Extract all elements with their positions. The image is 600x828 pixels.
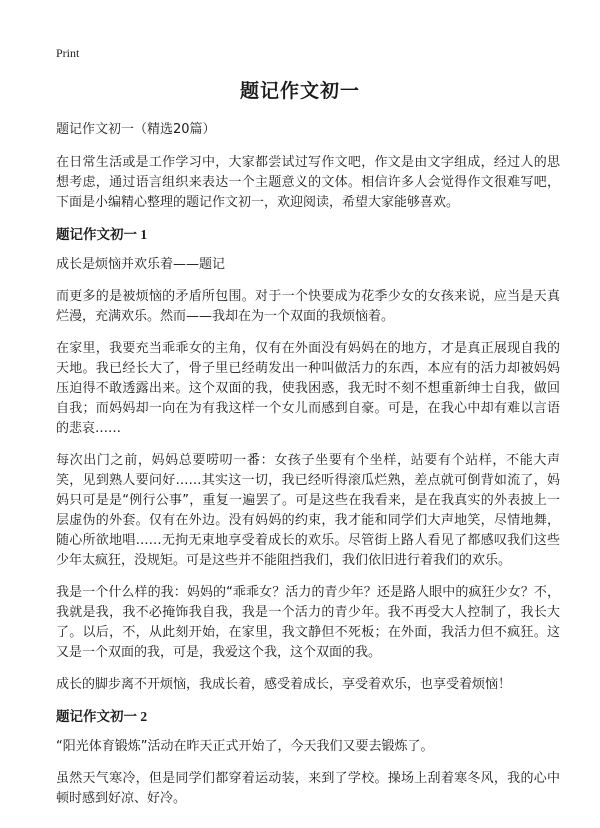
paragraph: 在家里，我要充当乖乖女的主角，仅有在外面没有妈妈在的地方，才是真正展现自我的天地。我已经长大了，骨子里已经萌发出一种叫做活力的东西，本应有的活力却被妈妈压迫得不敢透露出来。这个双面的我，使我困惑，我无时不刻不想重新绅士自我，做回自我；而妈妈却一向在为有我这样一个女儿而感到自豪。可是，在我心中却有难以言语的悲哀……	[56, 341, 560, 436]
print-link[interactable]: Print	[56, 46, 80, 60]
page-title: 题记作文初一	[239, 80, 360, 102]
paragraph: 每次出门之前，妈妈总要唠叨一番：女孩子坐要有个坐样，站要有个站样，不能大声笑，见到熟人要问好……其实这一切，我已经听得滚瓜烂熟，差点就可倒背如流了，妈妈只可是是“例行公事”，重复一遍罢了。可是这些在我看来，是在我真实的外表披上一层虚伪的外套。仅有在外边。没有妈妈的约束，我才能和同学们大声地笑，尽情地舞，随心所欲地唱……无拘无束地享受着成长的欢乐。尽管街上路人看见了都感叹我们这些少年太疯狂，没规矩。可是这些并不能阻挡我们，我们依旧进行着我们的欢乐。	[56, 453, 560, 568]
document-subtitle: 题记作文初一（精选20篇）	[56, 122, 216, 137]
paragraph: 而更多的是被烦恼的矛盾所包围。对于一个快要成为花季少女的女孩来说，应当是天真烂漫，充满欢乐。然而——我却在为一个双面的我烦恼着。	[56, 289, 560, 324]
paragraph: 我是一个什么样的我：妈妈的“乖乖女？活力的青少年？还是路人眼中的疯狂少女？不，我就是我，我不必掩饰我自我，我是一个活力的青少年。我不再受大人控制了，我长大了。以后，不，从此刻开始，在家里，我文静但不死板；在外面，我活力但不疯狂。这又是一个双面的我，可是，我爱这个我，这个双面的我。	[56, 585, 560, 660]
document-body	[56, 120, 560, 821]
section-heading: 题记作文初一 2	[56, 709, 148, 724]
section-heading: 题记作文初一 1	[56, 227, 148, 242]
paragraph: “阳光体育锻炼”活动在昨天正式开始了，今天我们又要去锻炼了。	[56, 739, 434, 754]
intro-paragraph: 在日常生活或是工作学习中，大家都尝试过写作文吧，作文是由文字组成，经过人的思想考虑，通过语言组织来表达一个主题意义的文体。相信许多人会觉得作文很难写吧，下面是小编精心整理的题记作文初一，欢迎阅读，希望大家能够喜欢。	[56, 155, 560, 210]
paragraph: 成长的脚步离不开烦恼，我成长着，感受着成长，享受着欢乐，也享受着烦恼！	[56, 677, 512, 692]
paragraph: 成长是烦恼并欢乐着——题记	[56, 257, 226, 272]
paragraph: 虽然天气寒冷，但是同学们都穿着运动装，来到了学校。操场上刮着寒冬风，我的心中顿时感到好凉、好冷。	[56, 771, 560, 806]
